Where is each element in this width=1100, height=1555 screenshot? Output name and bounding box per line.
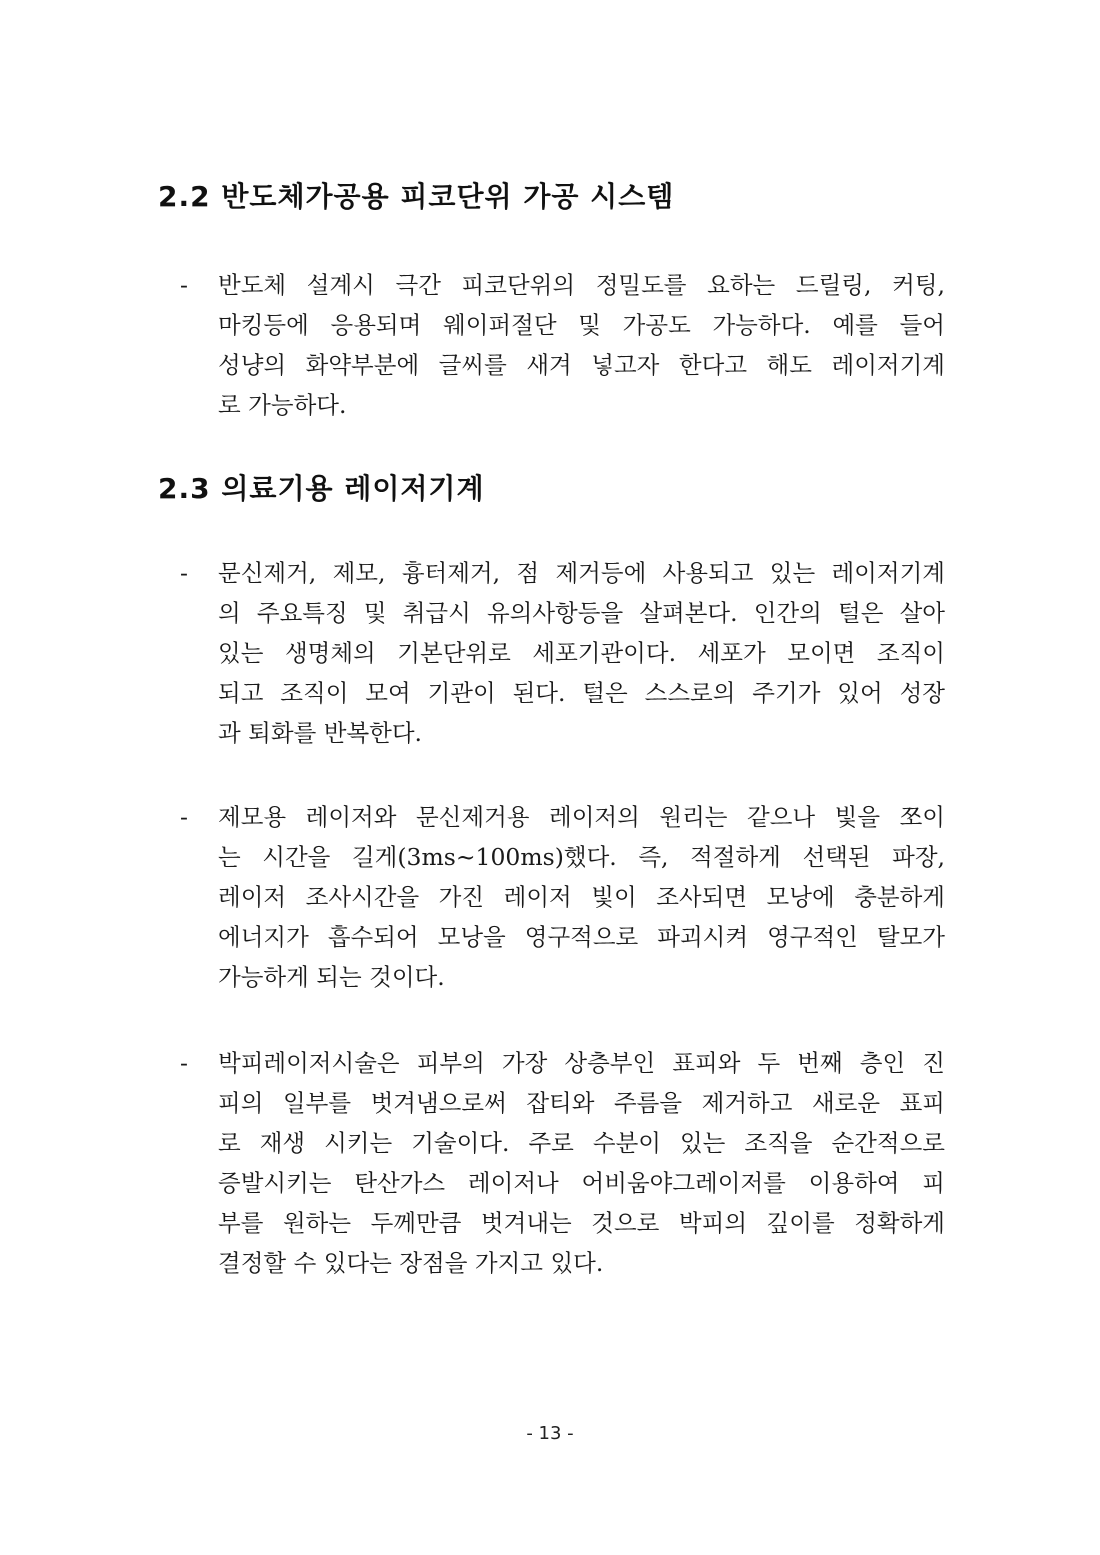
paragraph-line: 는 시간을 길게(3ms~100ms)했다. 즉, 적절하게 선택된 파장, <box>218 843 945 871</box>
paragraph-line: 성냥의 화약부분에 글씨를 새겨 넣고자 한다고 해도 레이저기계 <box>218 351 945 379</box>
paragraph-line: 로 재생 시키는 기술이다. 주로 수분이 있는 조직을 순간적으로 <box>218 1129 945 1157</box>
bullet-dash: - <box>180 271 188 299</box>
paragraph-line: 마킹등에 응용되며 웨이퍼절단 및 가공도 가능하다. 예를 들어 <box>218 311 945 339</box>
paragraph-line: 증발시키는 탄산가스 레이저나 어비움야그레이저를 이용하여 피 <box>218 1169 945 1197</box>
paragraph-line: 있는 생명체의 기본단위로 세포기관이다. 세포가 모이면 조직이 <box>218 639 945 667</box>
paragraph-line: 피의 일부를 벗겨냄으로써 잡티와 주름을 제거하고 새로운 표피 <box>218 1089 945 1117</box>
paragraph-line: 과 퇴화를 반복한다. <box>218 719 423 747</box>
paragraph-line: 로 가능하다. <box>218 391 347 419</box>
bullet-paragraph <box>180 1043 945 1283</box>
bullet-paragraph <box>180 553 945 753</box>
bullet-dash: - <box>180 1049 188 1077</box>
bullet-dash: - <box>180 559 188 587</box>
paragraph-line: 되고 조직이 모여 기관이 된다. 털은 스스로의 주기가 있어 성장 <box>218 679 945 707</box>
bullet-paragraph <box>180 797 945 997</box>
paragraph-line: 에너지가 흡수되어 모낭을 영구적으로 파괴시켜 영구적인 탈모가 <box>218 923 945 951</box>
paragraph-line: 박피레이저시술은 피부의 가장 상층부인 표피와 두 번째 층인 진 <box>218 1049 945 1077</box>
paragraph-line: 가능하게 되는 것이다. <box>218 963 445 991</box>
bullet-dash: - <box>180 803 188 831</box>
section-title-2-2: 2.2 반도체가공용 피코단위 가공 시스템 <box>158 180 675 213</box>
paragraph-line: 의 주요특징 및 취급시 유의사항등을 살펴본다. 인간의 털은 살아 <box>218 599 945 627</box>
paragraph-line: 레이저 조사시간을 가진 레이저 빛이 조사되면 모낭에 충분하게 <box>218 883 945 911</box>
paragraph-line: 반도체 설계시 극간 피코단위의 정밀도를 요하는 드릴링, 커팅, <box>218 271 945 299</box>
paragraph-line: 부를 원하는 두께만큼 벗겨내는 것으로 박피의 깊이를 정확하게 <box>218 1209 945 1237</box>
paragraph-line: 제모용 레이저와 문신제거용 레이저의 원리는 같으나 빛을 쪼이 <box>218 803 945 831</box>
paragraph-line: 문신제거, 제모, 흉터제거, 점 제거등에 사용되고 있는 레이저기계 <box>218 559 945 587</box>
bullet-paragraph <box>180 265 945 425</box>
page-number: - 13 - <box>526 1423 574 1444</box>
section-title-2-3: 2.3 의료기용 레이저기계 <box>158 472 485 505</box>
paragraph-line: 결정할 수 있다는 장점을 가지고 있다. <box>218 1249 604 1277</box>
